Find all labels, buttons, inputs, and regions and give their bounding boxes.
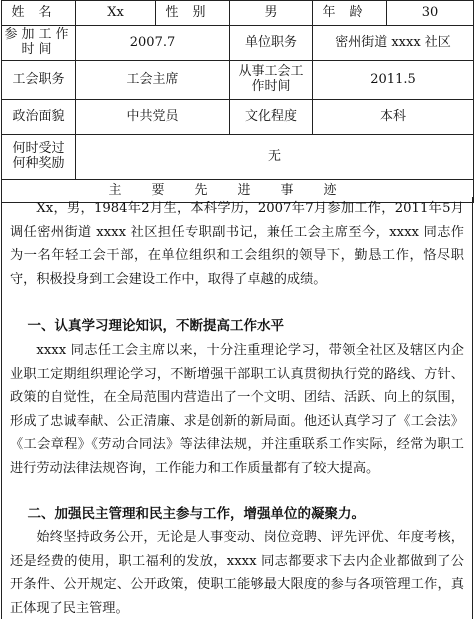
section1-paragraph: xxxx 同志任工会主席以来，十分注重理论学习，带领全社区及辖区内企业职工定期组织理论学习，不断增强干部职工认真贯彻执行党的路线、方针、政策的自觉性，在全局范围内营造出了一个文明、团结、活跃、向上的氛围，形成了忠诚奉献、公正清廉、求是创新的新局面。他还认真学习了《工会法》《工会章程》《劳动合同法》等法律法规，并注重联系工作实际，经常为职工进行劳动法律法规咨询，工作能力和工作质量都有了较大提高。 <box>10 342 464 476</box>
union-time-value: 2011.5 <box>313 61 474 100</box>
politics-label: 政治面貌 <box>2 100 76 135</box>
awards-label: 何时受过何种奖励 <box>2 135 76 180</box>
unit-value: 密州街道 xxxx 社区 <box>313 26 474 61</box>
section1-title: 一、认真学习理论知识，不断提高工作水平 <box>27 318 285 335</box>
union-post-value: 工会主席 <box>76 61 230 100</box>
section2-title: 二、加强民主管理和民主参与工作，增强单位的凝聚力。 <box>27 505 366 522</box>
age-value: 30 <box>387 1 474 26</box>
union-time-label: 从事工会工作时间 <box>230 61 313 100</box>
gender-label: 性别 <box>156 1 230 26</box>
name-value: Xx <box>76 1 156 26</box>
deeds-heading: 主要先进事迹 <box>2 180 474 203</box>
awards-value: 无 <box>76 135 474 180</box>
name-label: 姓名 <box>2 1 76 26</box>
union-post-label: 工会职务 <box>2 61 76 100</box>
education-label: 文化程度 <box>230 100 313 135</box>
section2-paragraph: 始终坚持政务公开，无论是人事变动、岗位竞聘、评先评优、年度考核，还是经费的使用，职工福利的发放，xxxx 同志都要求下去内企业都做到了公开条件、公开规定、公开政策，使职工能够最大限度的参与各项管理工作，真正体现了民主管理。 <box>10 530 464 616</box>
join-time-label: 参加工作时间 <box>2 26 76 61</box>
unit-label: 单位职务 <box>230 26 313 61</box>
info-table <box>1 0 474 203</box>
gender-value: 男 <box>230 1 313 26</box>
join-time-value: 2007.7 <box>76 26 230 61</box>
age-label: 年龄 <box>313 1 387 26</box>
politics-value: 中共党员 <box>76 100 230 135</box>
deeds-body <box>1 197 473 619</box>
education-value: 本科 <box>313 100 474 135</box>
intro-paragraph: Xx，男，1984年2月生，本科学历，2007年7月参加工作，2011年5月调任密州街道 xxxx 社区担任专职副书记，兼任工会主席至今，xxxx 同志作为一名年轻工会干部，在单位组织和工会组织的领导下，勤恳工作，恪尽职守，积极投身到工会建设工作中，取得了卓越的成绩。 <box>10 201 464 287</box>
document-page <box>1 0 473 619</box>
